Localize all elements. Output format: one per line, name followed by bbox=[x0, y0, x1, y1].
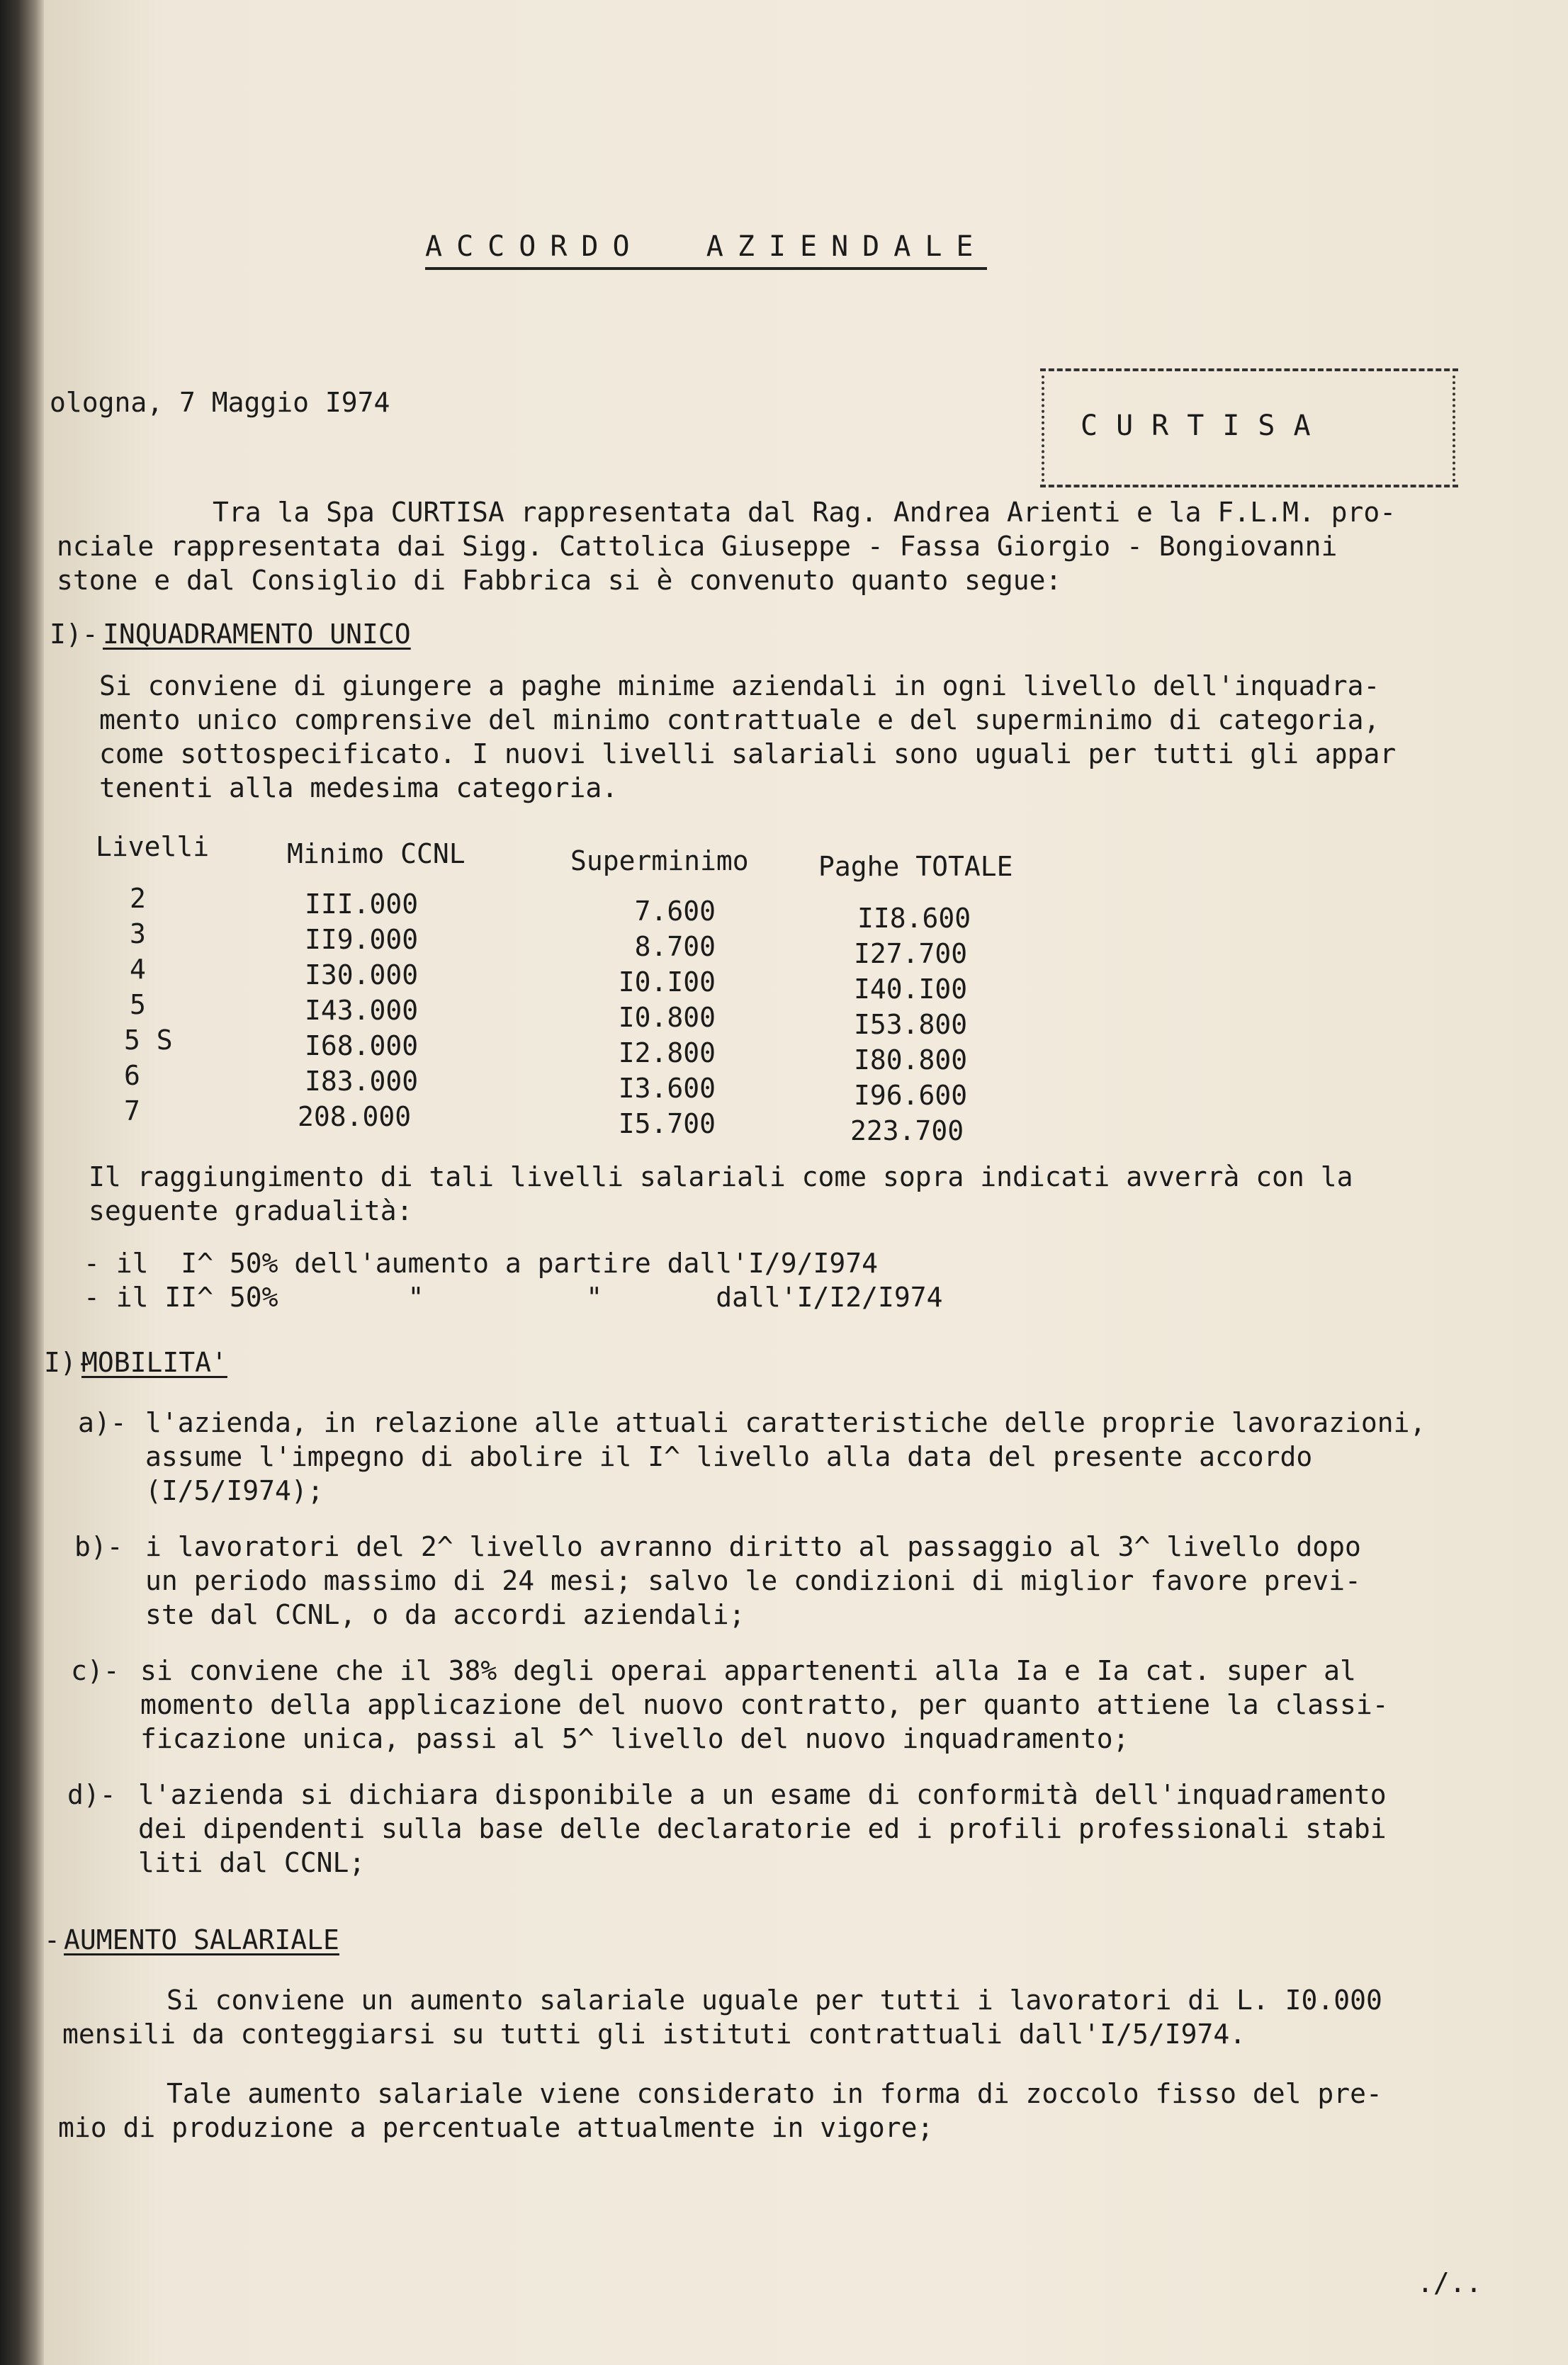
cell-livello: 5 S bbox=[124, 1025, 173, 1056]
item-label: a)- bbox=[78, 1407, 127, 1438]
cell-livello: 6 bbox=[124, 1060, 140, 1091]
table-header-minimo: Minimo CCNL bbox=[287, 838, 466, 869]
cell-totale: I40.I00 bbox=[854, 973, 968, 1005]
book-spine-shadow bbox=[0, 0, 44, 2365]
section-heading: INQUADRAMENTO UNICO bbox=[103, 619, 411, 650]
cell-superminimo: 7.600 bbox=[634, 896, 716, 927]
cell-minimo: I83.000 bbox=[305, 1066, 419, 1097]
paragraph-line: Si conviene di giungere a paghe minime aziendali in ogni livello dell'inquadra- bbox=[99, 670, 1380, 701]
paragraph-line: come sottospecificato. I nuovi livelli salariali sono uguali per tutti gli appar bbox=[99, 738, 1397, 769]
section-marker: I)- bbox=[44, 1347, 93, 1378]
cell-totale: I27.700 bbox=[854, 938, 968, 969]
table-header-superminimo: Superminimo bbox=[570, 845, 749, 876]
stamp-border-left bbox=[1042, 376, 1044, 482]
item-line: un periodo massimo di 24 mesi; salvo le condizioni di miglior favore previ- bbox=[145, 1565, 1361, 1596]
cell-minimo: I43.000 bbox=[305, 995, 419, 1026]
paragraph-line: tenenti alla medesima categoria. bbox=[99, 772, 619, 803]
cell-superminimo: I0.800 bbox=[618, 1002, 716, 1033]
gradualita-step: - il II^ 50% " " dall'I/I2/I974 bbox=[84, 1282, 943, 1313]
paragraph-line: Tale aumento salariale viene considerato in forma di zoccolo fisso del pre- bbox=[167, 2078, 1382, 2109]
paragraph-line: mio di produzione a percentuale attualmente in vigore; bbox=[58, 2112, 934, 2143]
cell-minimo: I68.000 bbox=[305, 1030, 419, 1061]
intro-line: stone e dal Consiglio di Fabbrica si è convenuto quanto segue: bbox=[57, 565, 1062, 596]
item-line: liti dal CCNL; bbox=[138, 1847, 366, 1878]
section-marker: I)- bbox=[50, 619, 98, 650]
section-marker: - bbox=[44, 1924, 60, 1955]
cell-minimo: I30.000 bbox=[305, 959, 419, 990]
cell-totale: 223.700 bbox=[850, 1115, 964, 1146]
intro-line: Tra la Spa CURTISA rappresentata dal Rag. Andrea Arienti e la F.L.M. pro- bbox=[213, 497, 1397, 528]
cell-minimo: III.000 bbox=[305, 888, 419, 920]
cell-livello: 4 bbox=[130, 954, 146, 985]
cell-minimo: II9.000 bbox=[305, 924, 419, 955]
item-line: ficazione unica, passi al 5^ livello del nuovo inquadramento; bbox=[140, 1723, 1129, 1754]
place-date: ologna, 7 Maggio I974 bbox=[50, 387, 390, 418]
cell-livello: 7 bbox=[124, 1095, 140, 1127]
item-label: c)- bbox=[71, 1655, 120, 1686]
item-line: (I/5/I974); bbox=[145, 1475, 324, 1506]
stamp-border-right bbox=[1453, 376, 1455, 482]
table-header-paghe: Paghe TOTALE bbox=[818, 851, 1013, 882]
item-line: momento della applicazione del nuovo contratto, per quanto attiene la classi- bbox=[140, 1689, 1389, 1720]
cell-minimo: 208.000 bbox=[298, 1101, 412, 1132]
cell-superminimo: I5.700 bbox=[618, 1108, 716, 1139]
item-line: i lavoratori del 2^ livello avranno diritto al passaggio al 3^ livello dopo bbox=[145, 1531, 1361, 1562]
cell-superminimo: I2.800 bbox=[618, 1037, 716, 1068]
cell-totale: I53.800 bbox=[854, 1009, 968, 1040]
item-line: ste dal CCNL, o da accordi aziendali; bbox=[145, 1599, 745, 1630]
continued-marker: ./.. bbox=[1417, 2267, 1482, 2298]
paragraph-line: mensili da conteggiarsi su tutti gli istituti contrattuali dall'I/5/I974. bbox=[62, 2019, 1246, 2050]
cell-livello: 3 bbox=[130, 918, 146, 949]
item-line: dei dipendenti sulla base delle declaratorie ed i profili professionali stabi bbox=[138, 1813, 1387, 1844]
item-line: l'azienda, in relazione alle attuali caratteristiche delle proprie lavorazioni, bbox=[145, 1407, 1426, 1438]
gradualita-step: - il I^ 50% dell'aumento a partire dall'I/9/I974 bbox=[84, 1248, 879, 1279]
paragraph-line: Si conviene un aumento salariale uguale per tutti i lavoratori di L. I0.000 bbox=[167, 1985, 1382, 2016]
document-title: ACCORDO AZIENDALE bbox=[425, 230, 987, 270]
cell-totale: II8.600 bbox=[857, 903, 971, 934]
item-label: d)- bbox=[67, 1779, 116, 1810]
cell-superminimo: 8.700 bbox=[634, 931, 716, 962]
cell-totale: I80.800 bbox=[854, 1044, 968, 1076]
item-line: assume l'impegno di abolire il I^ livello alla data del presente accordo bbox=[145, 1441, 1313, 1472]
item-line: si conviene che il 38% degli operai appartenenti alla Ia e Ia cat. super al bbox=[140, 1655, 1356, 1686]
paragraph-line: mento unico comprensive del minimo contrattuale e del superminimo di categoria, bbox=[99, 704, 1380, 735]
paragraph-line: seguente gradualità: bbox=[89, 1195, 413, 1226]
item-label: b)- bbox=[74, 1531, 123, 1562]
section-heading: AUMENTO SALARIALE bbox=[64, 1924, 339, 1955]
section-heading: MOBILITA' bbox=[81, 1347, 227, 1378]
stamp-text: CURTISA bbox=[1081, 410, 1329, 442]
paragraph-line: Il raggiungimento di tali livelli salariali come sopra indicati avverrà con la bbox=[89, 1161, 1353, 1192]
cell-totale: I96.600 bbox=[854, 1080, 968, 1111]
intro-line: nciale rappresentata dai Sigg. Cattolica Giuseppe - Fassa Giorgio - Bongiovanni bbox=[57, 531, 1338, 562]
cell-superminimo: I3.600 bbox=[618, 1073, 716, 1104]
cell-superminimo: I0.I00 bbox=[618, 966, 716, 998]
cell-livello: 5 bbox=[130, 989, 146, 1020]
item-line: l'azienda si dichiara disponibile a un esame di conformità dell'inquadramento bbox=[138, 1779, 1387, 1810]
table-header-livelli: Livelli bbox=[96, 831, 210, 862]
cell-livello: 2 bbox=[130, 883, 146, 914]
